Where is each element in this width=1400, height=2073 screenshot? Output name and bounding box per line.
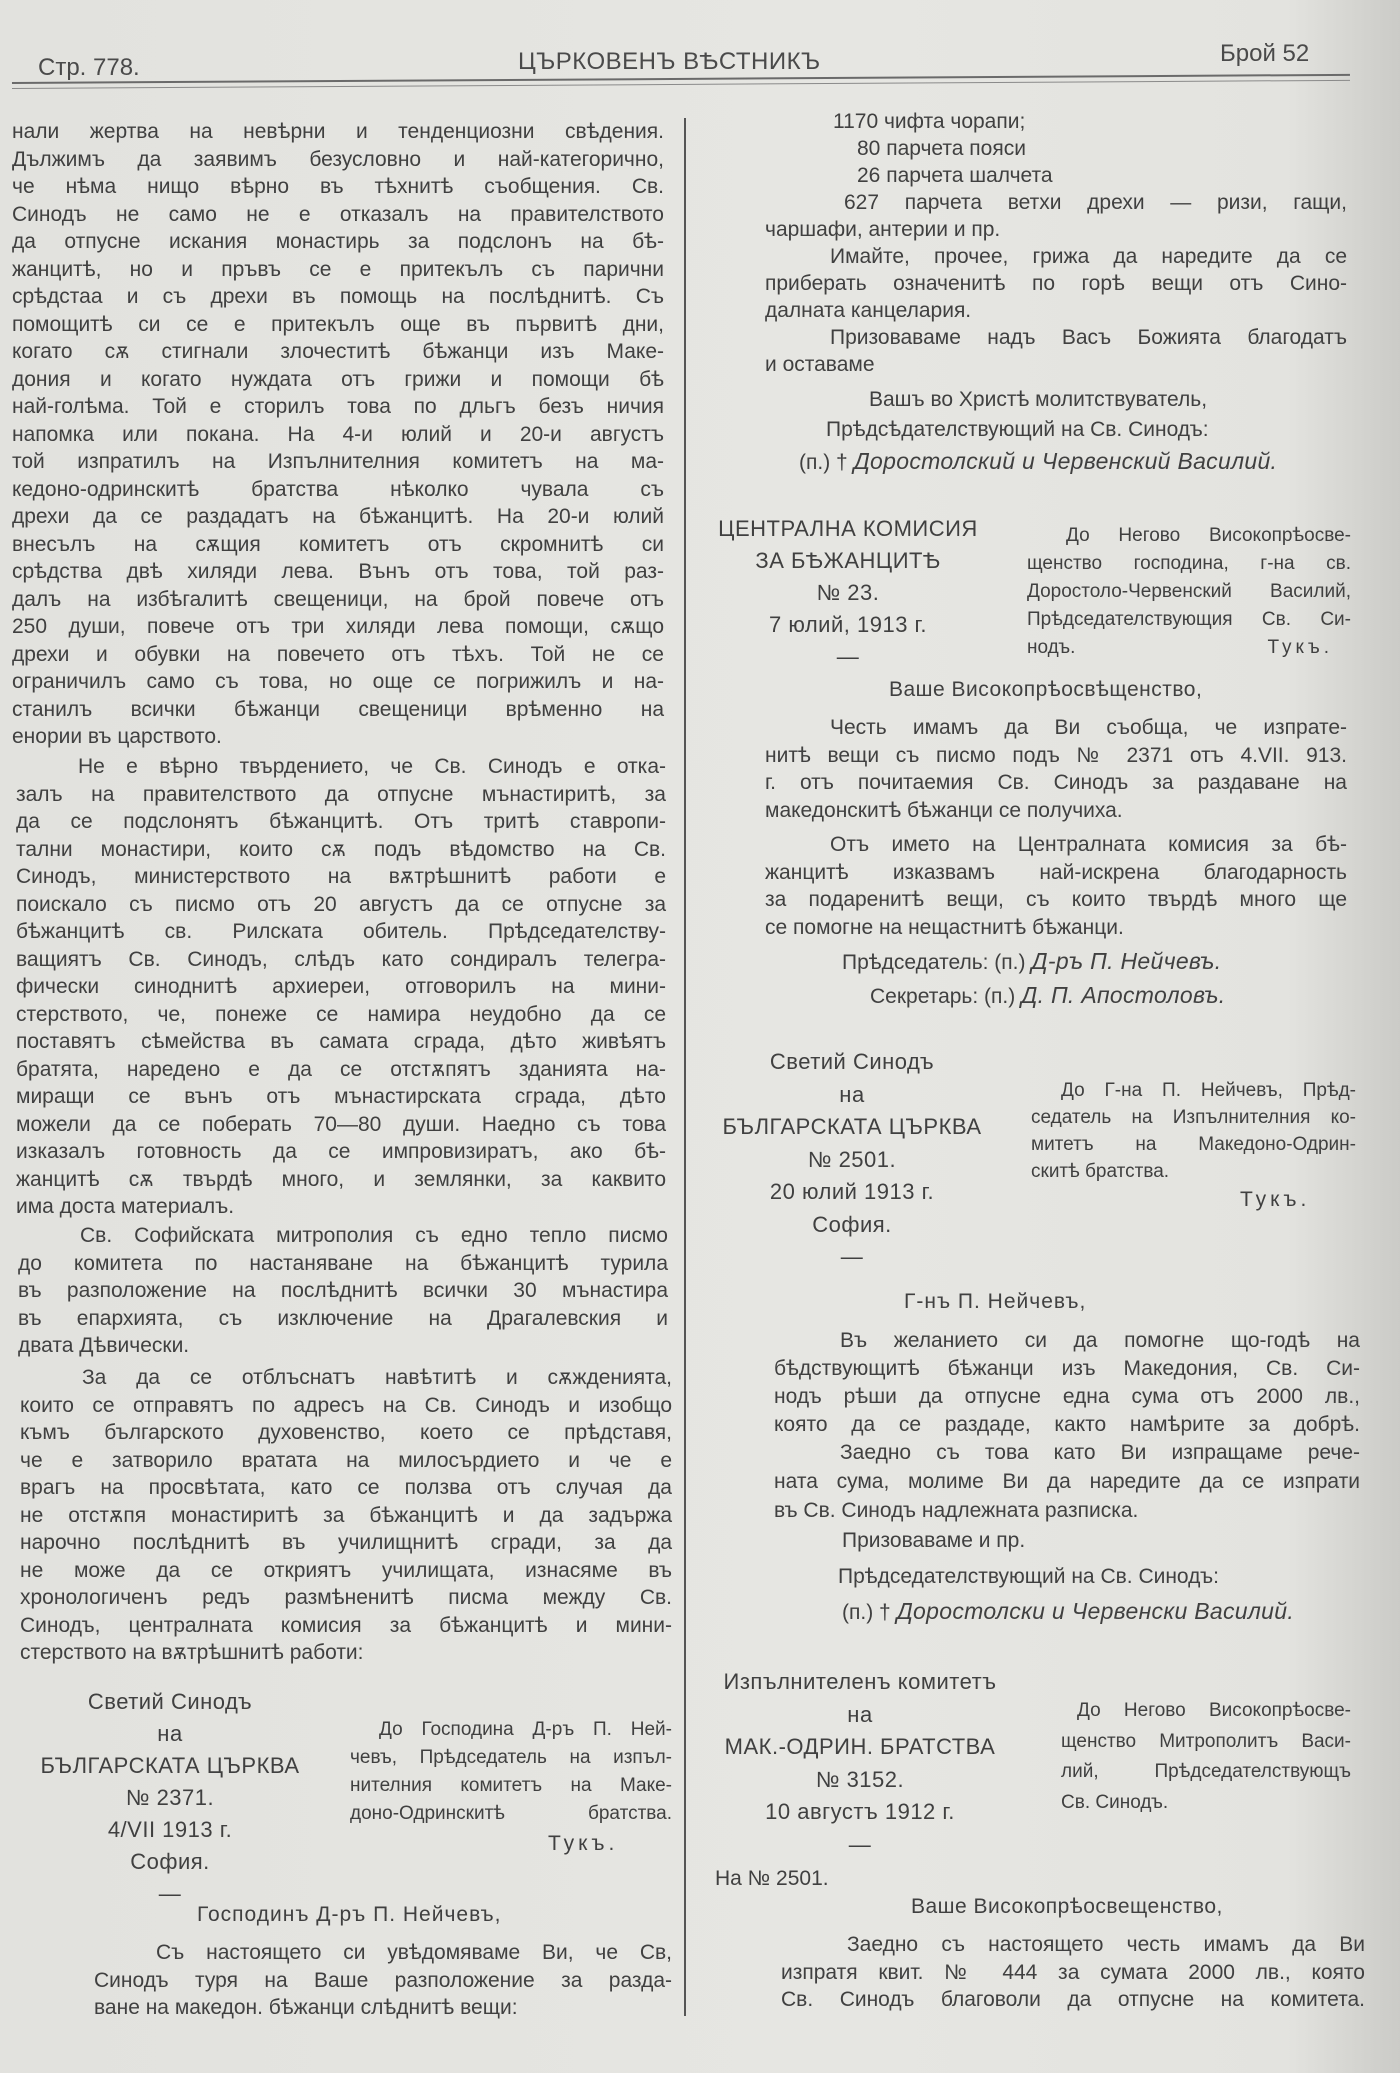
text-line: митетъ на Македоно-Одрин- <box>1031 1134 1356 1155</box>
text-line: Св. Синодъ благоволи да отпусне на комитета. <box>781 1988 1365 2011</box>
letter-body <box>94 1939 672 2022</box>
text-line: Прѣдседателствующия Св. Си- <box>1027 609 1351 630</box>
text-line: поставятъ сѣмейства въ самата сграда, дѣто живѣятъ <box>16 1030 666 1053</box>
text-line: има доста материалъ. <box>16 1195 235 1218</box>
text-line: когато сѫ стигнали злочеститѣ бѣжанци изъ Маке- <box>12 340 664 363</box>
paragraph <box>18 1222 668 1360</box>
text-line: дония и когато нуждата отъ грижи и помощи бѣ <box>12 367 664 391</box>
signer-title: Прѣдседателствующий на Св. Синодъ: <box>838 1565 1219 1588</box>
text-line: най-голѣма. Той е сторилъ това по дльгъ безъ ничия <box>12 395 664 418</box>
letter-regards: Призоваваме и пр. <box>842 1529 1026 1552</box>
text-line: дрехи и обувки на повечето отъ тѣхъ. Той не се <box>12 642 664 666</box>
text-line: не отстѫпя монастиритѣ за бѣжанцитѣ и да задържа <box>20 1503 672 1527</box>
text-line: Заедно съ настоящето честь имамъ да Ви <box>847 1933 1365 1956</box>
text-line: 7 юлий, 1913 г. <box>768 612 927 637</box>
text-line: миращи се вънъ отъ мънастирската сграда, дѣто <box>16 1085 666 1108</box>
text-line: Заедно съ това като Ви изпращаме рече- <box>840 1441 1360 1464</box>
text-line: той изпратилъ на Изпълнителния комитетъ на ма- <box>12 450 664 473</box>
text-line: въ епархията, съ изключение на Драгалевския и <box>18 1306 668 1330</box>
text-line: Синодъ не само не е отказалъ на правителството <box>12 202 664 226</box>
text-line: 4/VII 1913 г. <box>107 1817 233 1842</box>
paragraph <box>16 753 666 1221</box>
letter-recipient-block <box>1061 1696 1351 1818</box>
text-line: можели да се поберать 70—80 души. Наедно съ това <box>16 1112 666 1136</box>
text-line: БЪЛГАРСКАТА ЦЪРКВА <box>722 1114 982 1139</box>
text-line: До Господина Д-ръ П. Ней- <box>379 1719 672 1740</box>
text-line: внесълъ на сѫщия комитетъ отъ скромнитѣ си <box>12 532 664 556</box>
letter-body <box>774 1438 1360 1525</box>
text-line: далъ на избѣгалитѣ свещеници, на брой повече отъ <box>12 587 664 611</box>
text-line: македонскитѣ бѣжанци се получиха. <box>765 798 1123 822</box>
text-line: нитѣ вещи съ писмо подъ № 2371 отъ 4.VII. 913. <box>765 743 1347 767</box>
text-line: двата Дѣвически. <box>18 1334 190 1357</box>
text-line: въ разположение на послѣднитѣ всички 30 мънастира <box>18 1279 668 1302</box>
text-line: щенство господина, г-на св. <box>1027 553 1351 574</box>
text-line: 20 юлий 1913 г. <box>769 1179 935 1204</box>
header-rule <box>12 74 1350 89</box>
text-line: ЦЕНТРАЛНА КОМИСИЯ <box>718 516 978 541</box>
text-line: тални монастири, които сѫ подъ вѣдомство на Св. <box>16 837 666 861</box>
text-line: МАК.-ОДРИН. БРАТСТВА <box>724 1734 996 1759</box>
text-line: за подаренитѣ вещи, съ които твърдѣ много ще <box>765 888 1347 911</box>
text-line: жанцитѣ сѫ твърдѣ много, и землянки, за каквито <box>16 1167 666 1191</box>
text-line: Призоваваме надъ Васъ Божията благодатъ <box>830 326 1347 349</box>
signature-name: Доростолский и Червенский Василий. <box>853 448 1278 474</box>
text-line: че е затворило вратата на милосърдието и че е <box>20 1448 672 1472</box>
letter-body <box>765 714 1347 824</box>
column-divider <box>684 118 686 2016</box>
text-line: ващиятъ Св. Синодъ, слѣдъ като сондиралъ телегра- <box>16 947 666 971</box>
text-line: За да се отблъснатъ навѣтитѣ и сѫжденията, <box>82 1366 672 1389</box>
text-line: № 3152. <box>815 1766 905 1792</box>
letter-salutation: Господинъ Д-ръ П. Нейчевъ, <box>197 1903 502 1926</box>
text-line: ната сума, молиме Ви да наредите да се изпрати <box>774 1470 1360 1493</box>
list-item: 80 парчета пояси <box>857 137 1026 160</box>
text-line: № 2501. <box>807 1146 897 1172</box>
text-line: нарочно послѣднитѣ въ училищнитѣ сгради, за да <box>20 1531 672 1554</box>
items-list <box>765 108 1347 378</box>
letter-recipient-block <box>1027 522 1351 662</box>
letter-place: Тукъ. <box>1267 637 1333 658</box>
secretary-label: Секретарь: (п.) <box>870 985 1016 1008</box>
text-line: стерството, че, понеже се намира неудобно да се <box>16 1002 666 1026</box>
letter-body <box>774 1327 1360 1439</box>
text-line: и оставаме <box>765 353 875 376</box>
text-line: врагъ на просвѣтата, като се ползва отъ случая да <box>20 1476 672 1499</box>
text-line: срѣдстаа и съ дрехи въ помощь на послѣднитѣ. Съ <box>12 285 664 308</box>
text-line: чевъ, Прѣдседатель на изпъл- <box>350 1747 672 1768</box>
text-line: бѣдствующитѣ бѣжанци изъ Македония, Св. Си- <box>774 1357 1360 1380</box>
text-line: — <box>836 644 860 669</box>
text-line: доно-Одринскитѣ братства. <box>350 1803 672 1824</box>
text-line: — <box>848 1831 872 1857</box>
text-line: напомка или покана. На 4-и юлий и 20-и августъ <box>12 422 664 446</box>
letter-body <box>781 1931 1365 2014</box>
text-line: ограничилъ само съ това, но още се погрижилъ и на- <box>12 670 664 693</box>
signer-title: Прѣдсѣдателствующий на Св. Синодъ: <box>826 418 1209 441</box>
text-line: Св. Синодъ. <box>1061 1791 1169 1813</box>
letter-place: Тукъ. <box>548 1832 619 1855</box>
text-line: Отъ името на Централната комисия за бѣ- <box>830 833 1347 856</box>
list-item <box>765 189 1347 243</box>
text-line: ване на македон. бѣжанци слѣднитѣ вещи: <box>94 1996 518 2019</box>
text-line: хронологиченъ редъ размѣненитѣ писма между Св. <box>20 1586 672 1609</box>
text-line: До Негово Високопрѣосве- <box>1066 525 1351 546</box>
text-line: фически синоднитѣ архиереи, отговорилъ на мини- <box>16 975 666 998</box>
letter-sender-block <box>702 1046 1002 1274</box>
text-line: на <box>157 1721 183 1746</box>
text-line: помощитѣ си се е притекълъ още въ първитѣ дни, <box>12 312 664 336</box>
paragraph <box>12 118 664 751</box>
text-line: Доростоло-Червенский Василий, <box>1027 581 1351 602</box>
text-line: ЗА БѢЖАНЦИТѢ <box>755 548 941 573</box>
text-line: далната канцелария. <box>765 299 972 322</box>
text-line: жанцитѣ изказвамъ най-искрена благодарность <box>765 860 1347 884</box>
text-line: лий, Прѣдседателствующъ <box>1061 1761 1351 1782</box>
text-line: Синодъ, централната комисия за бѣжанцитѣ и мини- <box>20 1613 672 1637</box>
text-line: нителния комитетъ на Маке- <box>350 1775 672 1796</box>
letter-body <box>765 831 1347 941</box>
chair-name: Д-ръ П. Нейчевъ. <box>1031 948 1222 974</box>
text-line: които се отправятъ по адресъ на Св. Синодъ и изобщо <box>20 1393 672 1417</box>
text-line: 10 августъ 1912 г. <box>765 1799 955 1824</box>
paragraph <box>765 324 1347 378</box>
secretary-signature <box>870 982 1226 1011</box>
text-line: приберать означенитѣ по горѣ вещи отъ Сино- <box>765 272 1347 295</box>
text-line: БЪЛГАРСКАТА ЦЪРКВА <box>40 1753 300 1778</box>
letter-place: Тукъ. <box>1240 1188 1311 1211</box>
signature-prefix: (п.) † <box>799 451 848 474</box>
text-line: на <box>839 1081 865 1107</box>
recipient-lines <box>1027 522 1351 634</box>
text-line: че нѣма нищо вѣрно въ тѣхнитѣ съобщения. Св. <box>12 175 664 198</box>
recipient-last-line <box>1027 634 1351 662</box>
text-line: да се подслонятъ бѣжанцитѣ. Отъ тритѣ ставропи- <box>16 810 666 833</box>
text-line: Св. Софийската митрополия съ едно тепло писмо <box>80 1224 668 1247</box>
chair-label: Прѣдседатель: (п.) <box>842 951 1026 974</box>
text-line: — <box>158 1881 182 1906</box>
text-line: Светий Синодъ <box>769 1049 935 1074</box>
list-item: 26 парчета шалчета <box>857 164 1053 187</box>
text-line: седатель на Изпълнителния ко- <box>1031 1107 1356 1128</box>
text-line: № 2371. <box>125 1785 215 1810</box>
text-line: стерството на вѫтрѣшнитѣ работи: <box>20 1641 364 1664</box>
signature <box>799 448 1277 477</box>
text-line: братята, наредено е да се отстѫпятъ зданията на- <box>16 1057 666 1081</box>
text-line: срѣдства двѣ хиляди лева. Вънъ отъ това, той раз- <box>12 560 664 583</box>
text-line: къмъ българското духовенство, което се прѣдставя, <box>20 1421 672 1444</box>
text-line: се помогне на нещастнитѣ бѣжанци. <box>765 915 1124 939</box>
text-line: До Г-на П. Нейчевъ, Прѣд- <box>1061 1080 1356 1101</box>
text-line: скитѣ братства. <box>1031 1161 1170 1182</box>
text-line: г. отъ почитаемия Св. Синодъ за раздаване на <box>765 771 1347 794</box>
list-item: 1170 чифта чорапи; <box>833 110 1026 133</box>
text-line: София. <box>812 1211 892 1237</box>
signature-name: Доростолски и Червенски Василий. <box>896 1598 1295 1624</box>
letter-salutation: Г-нъ П. Нейчевъ, <box>904 1290 1087 1313</box>
text-line: бѣжанцитѣ св. Рилската обитель. Прѣдседателству- <box>16 920 666 943</box>
text-line: Честь имамъ да Ви съобща, че изпрате- <box>830 716 1347 739</box>
text-line: дрехи да се раздадатъ на бѣжанцитѣ. На 20-и юлий <box>12 505 664 528</box>
text-line: Дължимъ да заявимъ безусловно и най-категорично, <box>12 147 664 171</box>
text-line: чаршафи, антерии и пр. <box>765 218 1001 241</box>
text-line: изпратя квит. № 444 за сумата 2000 лв., която <box>781 1960 1365 1984</box>
letter-recipient-block <box>350 1716 672 1828</box>
recipient-text: нодъ. <box>1027 637 1076 658</box>
newspaper-title: ЦЪРКОВЕНЪ ВѢСТНИКЪ <box>518 48 821 75</box>
text-line: станилъ всички бѣжанци свещеници врѣменно на <box>12 697 664 721</box>
letter-sender-block <box>710 1666 1010 1861</box>
text-line: — <box>840 1244 864 1269</box>
signature-prefix: (п.) † <box>842 1601 891 1624</box>
text-line: Имайте, прочее, грижа да наредите да се <box>830 245 1347 268</box>
text-line: Светий Синодъ <box>87 1689 253 1714</box>
secretary-name: Д. П. Апостоловъ. <box>1021 982 1226 1008</box>
text-line: Синодъ туря на Ваше разположение за разда- <box>94 1968 672 1992</box>
text-line: жанцитѣ, но и пръвъ се е притекълъ съ парични <box>12 257 664 281</box>
letter-reference: На № 2501. <box>715 1867 829 1890</box>
paragraph <box>765 243 1347 324</box>
paragraph <box>20 1364 672 1667</box>
text-line: кедоно-одринскитѣ братства нѣколко чувала съ <box>12 477 664 501</box>
text-line: № 23. <box>816 580 880 605</box>
text-line: която да се раздаде, както намѣрите за добрѣ. <box>774 1413 1360 1436</box>
text-line: Не е вѣрно твърдението, че Св. Синодъ е отка- <box>78 755 666 778</box>
text-line: въ Св. Синодъ надлежната разписка. <box>774 1499 1139 1522</box>
text-line: на <box>847 1701 873 1727</box>
text-line: щенство Митрополитъ Васи- <box>1061 1730 1351 1752</box>
text-line: енории въ царството. <box>12 725 222 748</box>
page-number: Стр. 778. <box>38 54 140 81</box>
letter-salutation: Ваше Високопрѣосвѣщенство, <box>889 678 1203 701</box>
text-line: Въ желанието си да помогне що-годѣ на <box>840 1329 1360 1352</box>
signature <box>842 1598 1294 1627</box>
text-line: София. <box>130 1849 210 1874</box>
issue-number: Брой 52 <box>1220 40 1310 67</box>
text-line: да отпусне искания монастирь за подслонъ на бѣ- <box>12 230 664 253</box>
text-line: поискало съ писмо отъ 20 августъ да се отпусне за <box>16 892 666 916</box>
letter-sender-block <box>713 513 983 673</box>
text-line: не може да се откриятъ училищата, изнасяме въ <box>20 1558 672 1582</box>
text-line: изказалъ готовность да се импровизиратъ, ако бѣ- <box>16 1140 666 1163</box>
text-line: нодъ рѣши да отпусне една сума отъ 2000 лв., <box>774 1385 1360 1408</box>
letter-closing: Вашъ во Христѣ молитствуватель, <box>869 388 1208 411</box>
text-line: залъ на правителството да отпусне мънастиритѣ, за <box>16 782 666 806</box>
text-line: До Негово Високопрѣосве- <box>1077 1700 1351 1721</box>
letter-salutation: Ваше Високопрѣосвещенство, <box>911 1895 1223 1918</box>
text-line: нали жертва на невѣрни и тенденциозни свѣдения. <box>12 120 664 143</box>
letter-recipient-block <box>1031 1077 1356 1185</box>
text-line: до комитета по настаняване на бѣжанцитѣ турила <box>18 1251 668 1275</box>
text-line: 250 души, повече отъ три хиляди лева помощи, сѫщо <box>12 615 664 638</box>
text-line: 627 парчета ветхи дрехи — ризи, гащи, <box>844 191 1347 214</box>
chair-signature <box>842 948 1221 977</box>
letter-sender-block <box>20 1686 320 1910</box>
text-line: Изпълнителенъ комитетъ <box>723 1669 997 1694</box>
text-line: Съ настоящето си увѣдомяваме Ви, че Св, <box>156 1941 672 1964</box>
text-line: Синодъ, министерството на вѫтрѣшнитѣ работи е <box>16 865 666 888</box>
